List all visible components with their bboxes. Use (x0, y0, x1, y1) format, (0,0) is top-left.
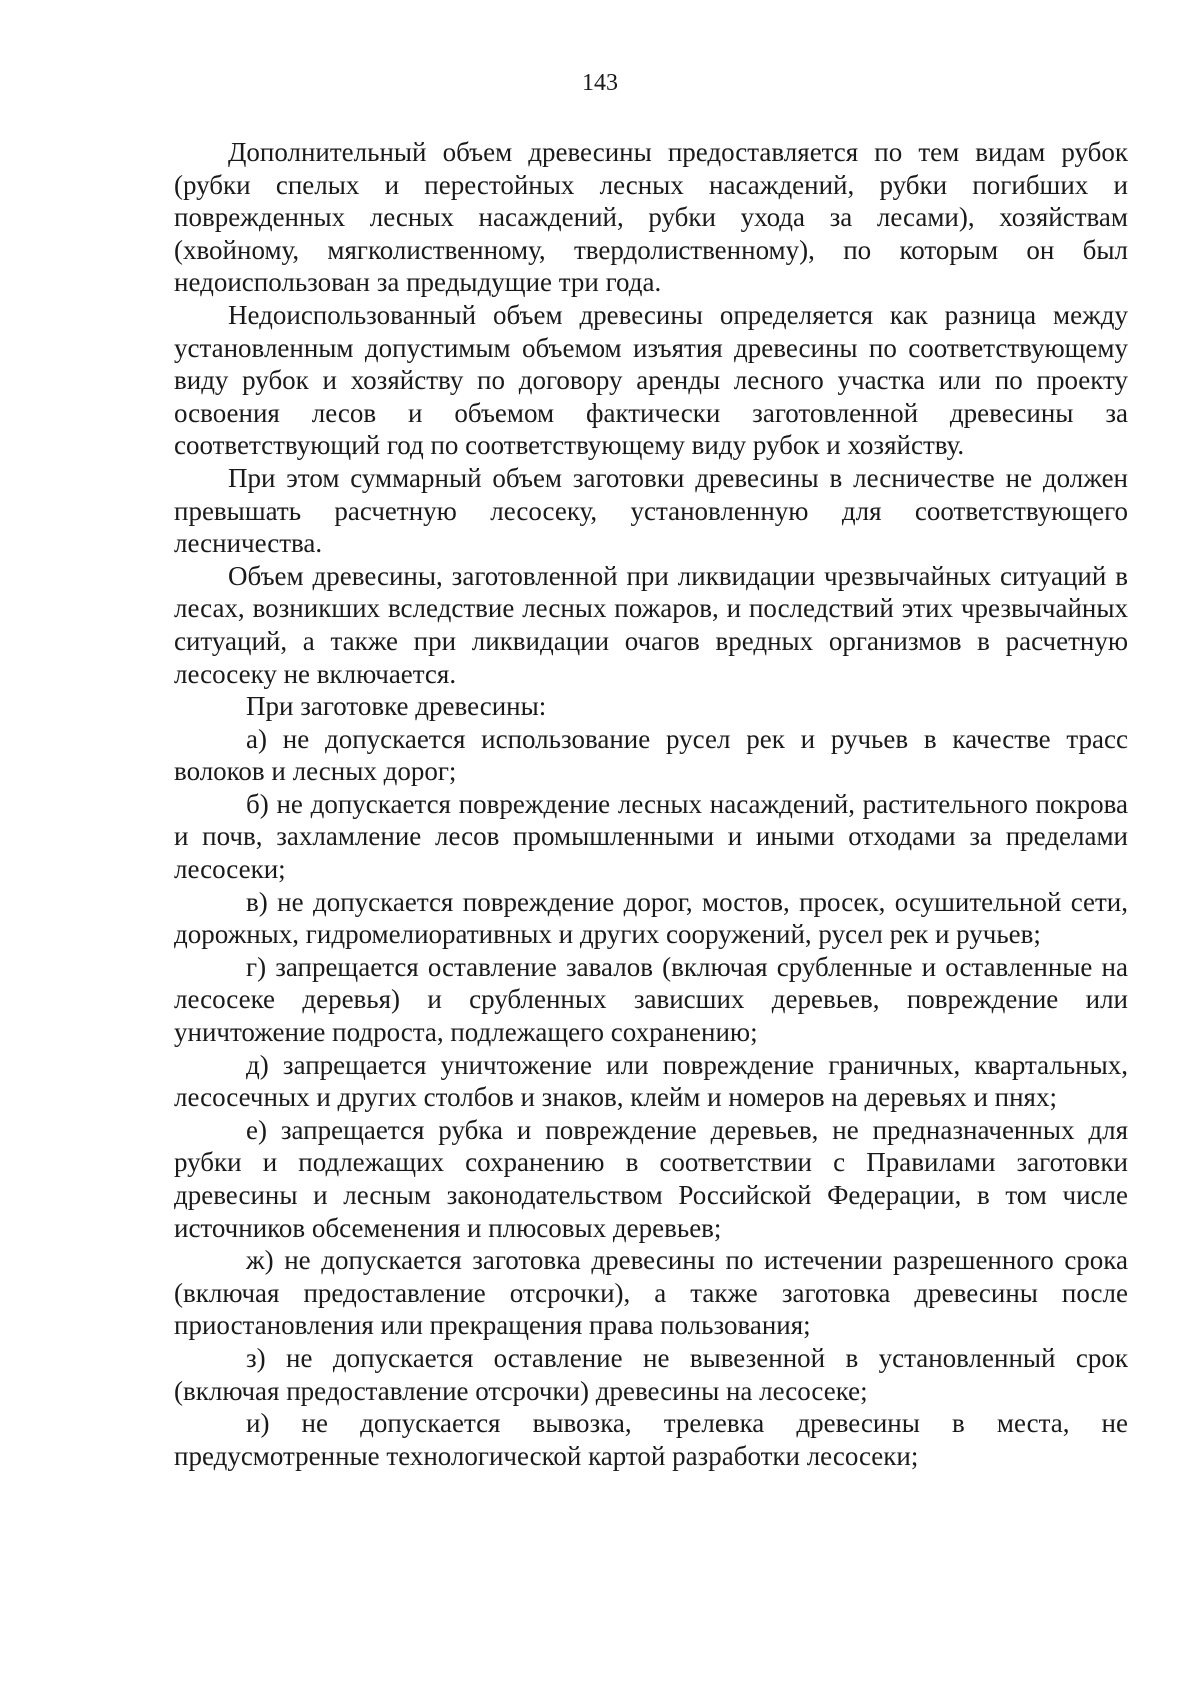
list-item-i: и) не допускается вывозка, трелевка древесины в места, не предусмотренные технологической картой разработки лесосеки; (174, 1408, 1128, 1471)
list-item-z: з) не допускается оставление не вывезенной в установленный срок (включая предоставление отсрочки) древесины на лесосеке; (174, 1342, 1128, 1406)
paragraph-emergency-volume: Объем древесины, заготовленной при ликвидации чрезвычайных ситуаций в лесах, возникших вследствие лесных пожаров, и последствий этих чрезвычайных ситуаций, а также при ликвидации очагов вредных организмов в расчетную лесосеку не включается. (174, 560, 1128, 689)
page-number: 143 (582, 70, 618, 96)
paragraph-harvest-intro: При заготовке древесины: (246, 691, 547, 722)
list-item-v: в) не допускается повреждение дорог, мостов, просек, осушительной сети, дорожных, гидромелиоративных и других сооружений, русел рек и ручьев; (174, 886, 1128, 950)
paragraph-additional-volume: Дополнительный объем древесины предоставляется по тем видам рубок (рубки спелых и перестойных лесных насаждений, рубки погибших и поврежденных лесных насаждений, рубки ухода за лесами), хозяйствам (хвойному, мягколиственному, твердолиственному), по которым он был недоиспользован за предыдущие три года. (174, 137, 1128, 298)
list-item-zh: ж) не допускается заготовка древесины по истечении разрешенного срока (включая предоставление отсрочки), а также заготовка древесины после приостановления или прекращения права пользования; (174, 1245, 1128, 1341)
list-item-e: е) запрещается рубка и повреждение деревьев, не предназначенных для рубки и подлежащих сохранению в соответствии с Правилами заготовки древесины и лесным законодательством Российской Федерации, в том числе источников обсеменения и плюсовых деревьев; (174, 1114, 1128, 1243)
body-text (174, 136, 1128, 1472)
list-item-d: д) запрещается уничтожение или повреждение граничных, квартальных, лесосечных и других столбов и знаков, клейм и номеров на деревьях и пнях; (174, 1049, 1128, 1113)
list-item-b: б) не допускается повреждение лесных насаждений, растительного покрова и почв, захламление лесов промышленными и иными отходами за пределами лесосеки; (174, 788, 1128, 885)
paragraph-underused-volume: Недоиспользованный объем древесины определяется как разница между установленным допустимым объемом изъятия древесины по соответствующему виду рубок и хозяйству по договору аренды лесного участка или по проекту освоения лесов и объемом фактически заготовленной древесины за соответствующий год по соответствующему виду рубок и хозяйству. (174, 299, 1128, 461)
paragraph-total-volume: При этом суммарный объем заготовки древесины в лесничестве не должен превышать расчетную лесосеку, установленную для соответствующего лесничества. (174, 462, 1128, 559)
list-item-a: а) не допускается использование русел рек и ручьев в качестве трасс волоков и лесных дорог; (174, 723, 1128, 787)
list-item-g: г) запрещается оставление завалов (включая срубленные и оставленные на лесосеке деревья) и срубленных зависших деревьев, повреждение или уничтожение подроста, подлежащего сохранению; (174, 951, 1128, 1048)
